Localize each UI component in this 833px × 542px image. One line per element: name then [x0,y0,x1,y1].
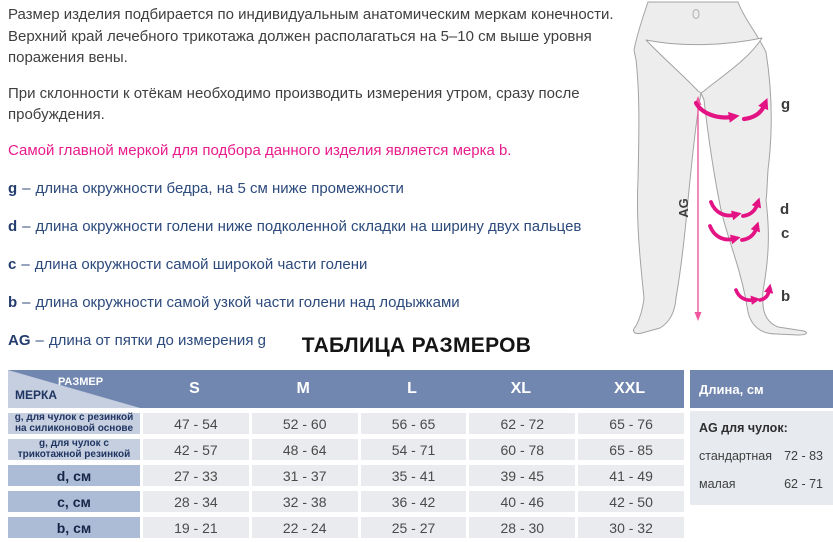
cell-value: 35 - 41 [361,465,467,486]
diagram-label-c: c [781,225,790,242]
length-row-standard [699,449,823,463]
dash-separator: – [22,218,31,235]
cell-value: 27 - 33 [143,465,249,486]
cell-value: 28 - 34 [143,491,249,512]
column-header-s: S [189,380,200,397]
cell-value: 19 - 21 [143,517,249,538]
length-panel [690,370,833,505]
cell-value: 47 - 54 [143,413,249,434]
measurement-description: длина окружности самой широкой части голени [34,256,368,273]
dash-separator: – [22,294,31,311]
cell-value: 31 - 37 [252,465,358,486]
cell-value: 62 - 72 [469,413,575,434]
cell-value: 40 - 46 [469,491,575,512]
measurement-definitions-list [8,178,632,352]
size-table-header [8,370,684,408]
cell-value: 48 - 64 [252,439,358,460]
length-panel-subtitle: AG для чулок: [699,421,788,435]
measurement-item-b [8,292,632,314]
row-label: g, для чулок с трикотажной резинкой [8,439,140,460]
size-table [8,370,684,538]
corner-header-cell [8,370,140,408]
corner-label-size: РАЗМЕР [58,376,104,388]
column-header-m: M [296,380,310,397]
cell-value: 39 - 45 [469,465,575,486]
measurement-key: g [8,180,18,197]
measurement-key: b [8,294,18,311]
diagram-label-g: g [781,96,791,113]
column-header-xl: XL [510,380,532,397]
highlight-note: Самой главной меркой для подбора данного изделия является мерка b. [8,141,512,159]
cell-value: 60 - 78 [469,439,575,460]
table-row-g-silicone [8,413,684,434]
measurement-description: длина от пятки до измерения g [48,332,266,349]
measurement-item-g [8,178,632,200]
intro-paragraph-2: При склонности к отёкам необходимо производить измерения утром, сразу после пробуждения. [8,84,580,123]
diagram-label-d: d [780,201,790,218]
length-row-value: 62 - 71 [784,477,823,491]
measurement-key: AG [8,332,31,349]
cell-value: 32 - 38 [252,491,358,512]
table-row-g-knit [8,439,684,460]
table-row-b [8,517,684,538]
cell-value: 42 - 50 [578,491,684,512]
intro-paragraph-1: Размер изделия подбирается по индивидуальным анатомическим меркам конечности. Верхний край лечебного трикотажа должен располагаться на 5–10 см выше уровня поражения вены. [8,6,614,66]
cell-value: 30 - 32 [578,517,684,538]
measurement-key: d [8,218,18,235]
corner-label-measure: МЕРКА [15,388,57,402]
cell-value: 56 - 65 [361,413,467,434]
length-panel-body [690,411,833,505]
ag-arrow-down-icon [695,312,702,321]
row-label: d, см [8,465,140,486]
intro-text-column [8,4,632,352]
length-panel-header: Длина, см [690,370,833,408]
cell-value: 42 - 57 [143,439,249,460]
column-header-xxl: XXL [614,380,646,397]
length-row-small [699,477,823,491]
size-table-title: ТАБЛИЦА РАЗМЕРОВ [301,334,532,357]
cell-value: 22 - 24 [252,517,358,538]
row-label: b, см [8,517,140,538]
cell-value: 25 - 27 [361,517,467,538]
length-row-label: малая [699,477,736,491]
cell-value: 36 - 42 [361,491,467,512]
length-row-value: 72 - 83 [784,449,823,463]
dash-separator: – [35,332,44,349]
measurement-description: длина окружности самой узкой части голени над лодыжками [35,294,460,311]
cell-value: 28 - 30 [469,517,575,538]
length-row-label: стандартная [699,449,772,463]
measurement-item-c [8,254,632,276]
row-label: g, для чулок с резинкой на силиконовой основе [8,413,140,434]
column-header-l: L [407,380,417,397]
measurement-description: длина окружности голени ниже подколенной складки на ширину двух пальцев [35,218,582,235]
row-label: c, см [8,491,140,512]
cell-value: 65 - 76 [578,413,684,434]
measurement-item-d [8,216,632,238]
cell-value: 65 - 85 [578,439,684,460]
measurement-description: длина окружности бедра, на 5 см ниже промежности [35,180,404,197]
diagram-label-b: b [781,288,791,305]
dash-separator: – [22,180,31,197]
ag-axis-label: AG [676,198,691,218]
table-row-d [8,465,684,486]
cell-value: 54 - 71 [361,439,467,460]
legs-measurement-diagram [626,0,833,340]
dash-separator: – [21,256,30,273]
table-row-c [8,491,684,512]
measurement-key: c [8,256,17,273]
cell-value: 52 - 60 [252,413,358,434]
cell-value: 41 - 49 [578,465,684,486]
